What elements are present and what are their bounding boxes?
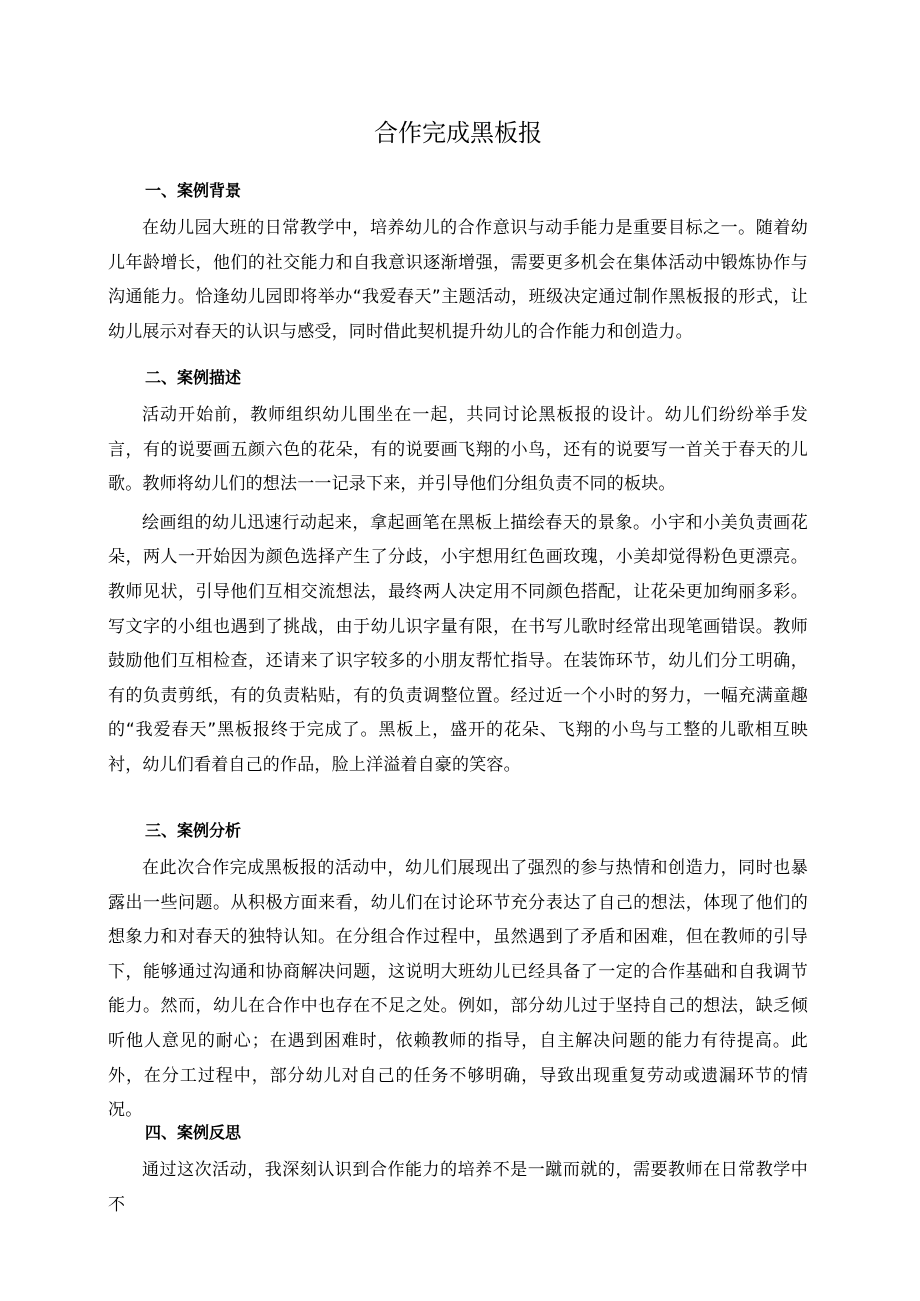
section-background	[108, 175, 808, 349]
paragraph: 活动开始前，教师组织幼儿围坐在一起，共同讨论黑板报的设计。幼儿们纷纷举手发言，有的说要画五颜六色的花朵，有的说要画飞翔的小鸟，还有的说要写一首关于春天的儿歌。教师将幼儿们的想法一一记录下来，并引导他们分组负责不同的板块。	[108, 405, 808, 495]
paragraph: 绘画组的幼儿迅速行动起来，拿起画笔在黑板上描绘春天的景象。小宇和小美负责画花朵，两人一开始因为颜色选择产生了分歧，小宇想用红色画玫瑰，小美却觉得粉色更漂亮。教师见状，引导他们互相交流想法，最终两人决定用不同颜色搭配，让花朵更加绚丽多彩。写文字的小组也遇到了挑战，由于幼儿识字量有限，在书写儿歌时经常出现笔画错误。教师鼓励他们互相检查，还请来了识字较多的小朋友帮忙指导。在装饰环节，幼儿们分工明确，有的负责剪纸，有的负责粘贴，有的负责调整位置。经过近一个小时的努力，一幅充满童趣的“我爱春天”黑板报终于完成了。黑板上，盛开的花朵、飞翔的小鸟与工整的儿歌相互映衬，幼儿们看着自己的作品，脸上洋溢着自豪的笑容。	[108, 512, 808, 775]
section-description	[108, 362, 808, 783]
paragraph: 在此次合作完成黑板报的活动中，幼儿们展现出了强烈的参与热情和创造力，同时也暴露出一些问题。从积极方面来看，幼儿们在讨论环节充分表达了自己的想法，体现了他们的想象力和对春天的独特认知。在分组合作过程中，虽然遇到了矛盾和困难，但在教师的引导下，能够通过沟通和协商解决问题，这说明大班幼儿已经具备了一定的合作基础和自我调节能力。然而，幼儿在合作中也存在不足之处。例如，部分幼儿过于坚持自己的想法，缺乏倾听他人意见的耐心；在遇到困难时，依赖教师的指导，自主解决问题的能力有待提高。此外，在分工过程中，部分幼儿对自己的任务不够明确，导致出现重复劳动或遗漏环节的情况。	[108, 858, 808, 1121]
paragraph: 在幼儿园大班的日常教学中，培养幼儿的合作意识与动手能力是重要目标之一。随着幼儿年龄增长，他们的社交能力和自我意识逐渐增强，需要更多机会在集体活动中锻炼协作与沟通能力。恰逢幼儿园即将举办“我爱春天”主题活动，班级决定通过制作黑板报的形式，让幼儿展示对春天的认识与感受，同时借此契机提升幼儿的合作能力和创造力。	[108, 218, 808, 342]
section-heading: 三、案例分析	[145, 821, 242, 840]
document-title: 合作完成黑板报	[374, 119, 542, 147]
section-heading: 四、案例反思	[145, 1123, 242, 1142]
section-heading: 一、案例背景	[145, 181, 242, 200]
section-heading: 二、案例描述	[145, 368, 242, 387]
paragraph: 通过这次活动，我深刻认识到合作能力的培养不是一蹴而就的，需要教师在日常教学中不	[108, 1160, 808, 1215]
section-analysis	[108, 815, 808, 1128]
section-reflection	[108, 1117, 808, 1222]
